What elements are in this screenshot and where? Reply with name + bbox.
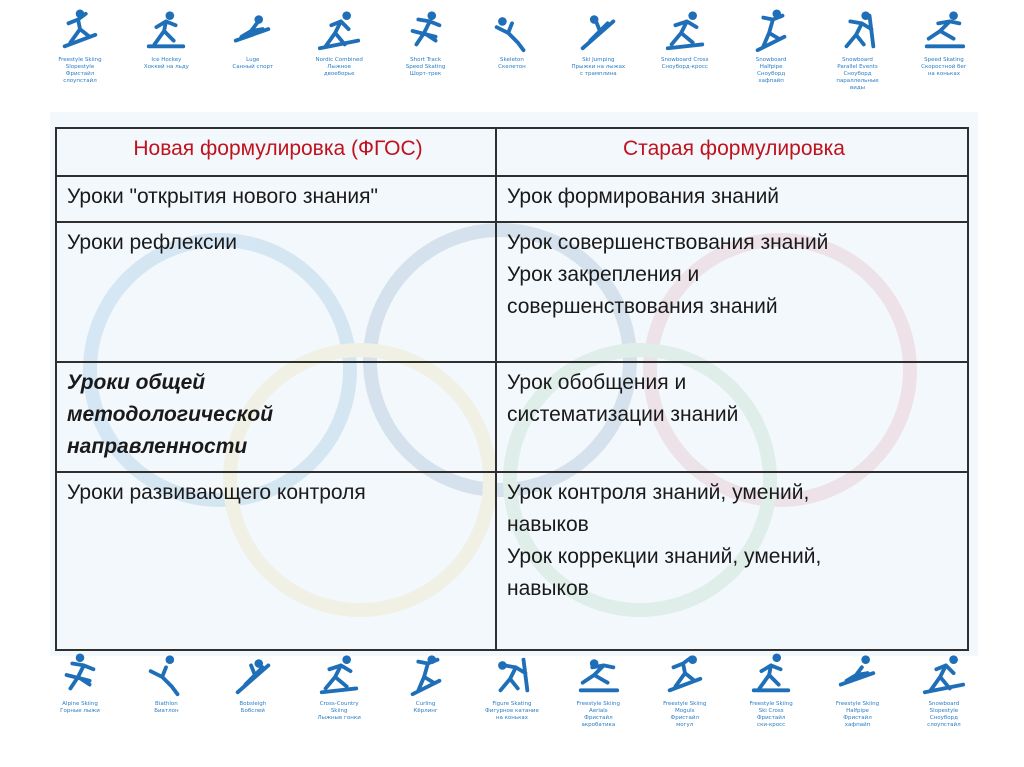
sport-pictogram (126, 8, 206, 71)
header-new-wording: Новая формулировка (ФГОС) (56, 128, 496, 176)
sport-pictogram (731, 8, 811, 85)
old-wording-line: совершенствования знаний (507, 295, 778, 318)
new-wording-line: направленности (67, 435, 248, 458)
pictogram-caption: Freestyle Skiing Moguls Фристайл могул (663, 701, 707, 728)
old-wording-line: Урок коррекции знаний, умений, (507, 545, 822, 568)
header-old-wording: Старая формулировка (496, 128, 968, 176)
pictogram-band-top (40, 8, 984, 108)
pictogram-caption: Speed Skating Скоростной бег на коньках (921, 57, 967, 77)
freestyle-ski-cross-icon (748, 652, 794, 698)
freestyle-halfpipe-icon (835, 652, 881, 698)
pictogram-caption: Snowboard Parallel Events Сноуборд параллельные виды (836, 57, 879, 91)
table-row (56, 222, 968, 362)
pictogram-caption: Bobsleigh Бобслей (239, 701, 267, 714)
new-wording-cell: Уроки развивающего контроля (56, 472, 496, 650)
pictogram-caption: Snowboard Cross Сноуборд-кросс (660, 57, 709, 70)
freestyle-moguls-icon (662, 652, 708, 698)
ice-hockey-icon (143, 8, 189, 54)
sport-pictogram (213, 8, 293, 71)
sport-pictogram (904, 8, 984, 78)
sport-pictogram (299, 8, 379, 78)
sport-pictogram (472, 8, 552, 71)
snowboard-cross-icon (662, 8, 708, 54)
speed-skating-icon (921, 8, 967, 54)
freestyle-aerials-icon (575, 652, 621, 698)
pictogram-caption: Snowboard Slopestyle Сноуборд слоупстайл (927, 701, 961, 728)
old-wording-line: систематизации знаний (507, 403, 739, 426)
sport-pictogram (40, 652, 120, 715)
old-wording-cell (496, 472, 968, 650)
old-wording-line: Урок совершенствования знаний (507, 231, 829, 254)
table-row (56, 472, 968, 650)
sport-pictogram (558, 652, 638, 729)
pictogram-caption: Luge Санный спорт (232, 57, 274, 70)
bobsleigh-icon (230, 652, 276, 698)
sport-pictogram (472, 652, 552, 722)
cross-country-skiing-icon (316, 652, 362, 698)
pictogram-caption: Skeleton Скелетон (498, 57, 526, 70)
old-wording-line: Урок закрепления и (507, 263, 700, 286)
new-wording-line: методологической (67, 403, 274, 426)
skeleton-icon (489, 8, 535, 54)
old-wording-line: навыков (507, 513, 589, 536)
pictogram-caption: Ice Hockey Хоккей на льду (143, 57, 189, 70)
snowboard-parallel-icon (835, 8, 881, 54)
sport-pictogram (299, 652, 379, 722)
pictogram-caption: Short Track Speed Skating Шорт-трек (405, 57, 446, 77)
luge-icon (230, 8, 276, 54)
table-header-row (56, 128, 968, 176)
sport-pictogram (40, 8, 120, 85)
pictogram-caption: Ski Jumping Прыжки на лыжах с трамплина (571, 57, 626, 77)
sport-pictogram (818, 8, 898, 92)
new-wording-cell (56, 362, 496, 472)
pictogram-band-bottom (40, 652, 984, 764)
pictogram-caption: Freestyle Skiing Halfpipe Фристайл хафпайп (835, 701, 880, 728)
biathlon-icon (143, 652, 189, 698)
pictogram-caption: Snowboard Halfpipe Сноуборд хафпайп (755, 57, 787, 84)
nordic-combined-icon (316, 8, 362, 54)
sport-pictogram (904, 652, 984, 729)
old-wording-cell (496, 222, 968, 362)
new-wording-cell: Уроки "открытия нового знания" (56, 176, 496, 222)
pictogram-caption: Biathlon Биатлон (154, 701, 179, 714)
table-row (56, 176, 968, 222)
sport-pictogram (645, 652, 725, 729)
alpine-skiing-icon (57, 652, 103, 698)
pictogram-caption: Freestyle Skiing Aerials Фристайл акробатика (576, 701, 620, 728)
sport-pictogram (645, 8, 725, 71)
sport-pictogram (818, 652, 898, 729)
sport-pictogram (558, 8, 638, 78)
pictogram-caption: Alpine Skiing Горные лыжи (60, 701, 100, 714)
old-wording-cell (496, 176, 968, 222)
old-wording-line: Урок обобщения и (507, 371, 687, 394)
sport-pictogram (386, 8, 466, 78)
curling-icon (403, 652, 449, 698)
lesson-types-table (55, 127, 969, 651)
table-row (56, 362, 968, 472)
old-wording-cell (496, 362, 968, 472)
snowboard-halfpipe-icon (748, 8, 794, 54)
short-track-icon (403, 8, 449, 54)
old-wording-line: Урок формирования знаний (507, 185, 780, 208)
ski-jumping-icon (575, 8, 621, 54)
pictogram-caption: Nordic Combined Лыжное двоеборье (315, 57, 363, 77)
sport-pictogram (126, 652, 206, 715)
pictogram-caption: Freestyle Skiing Ski Cross Фристайл ски-кросс (749, 701, 793, 728)
pictogram-caption: Curling Кёрлинг (413, 701, 438, 714)
new-wording-line: Уроки общей (67, 371, 206, 394)
pictogram-caption: Figure Skating Фигурное катание на коньках (485, 701, 539, 721)
old-wording-line: навыков (507, 577, 589, 600)
figure-skating-icon (489, 652, 535, 698)
pictogram-caption: Freestyle Skiing Slopestyle Фристайл слоупстайл (58, 57, 102, 84)
pictogram-caption: Cross-Country Skiing Лыжные гонки (317, 701, 361, 721)
snowboard-slopestyle-icon (921, 652, 967, 698)
sport-pictogram (386, 652, 466, 715)
sport-pictogram (213, 652, 293, 715)
new-wording-cell: Уроки рефлексии (56, 222, 496, 362)
freestyle-skiing-slopestyle-icon (57, 8, 103, 54)
old-wording-line: Урок контроля знаний, умений, (507, 481, 810, 504)
sport-pictogram (731, 652, 811, 729)
